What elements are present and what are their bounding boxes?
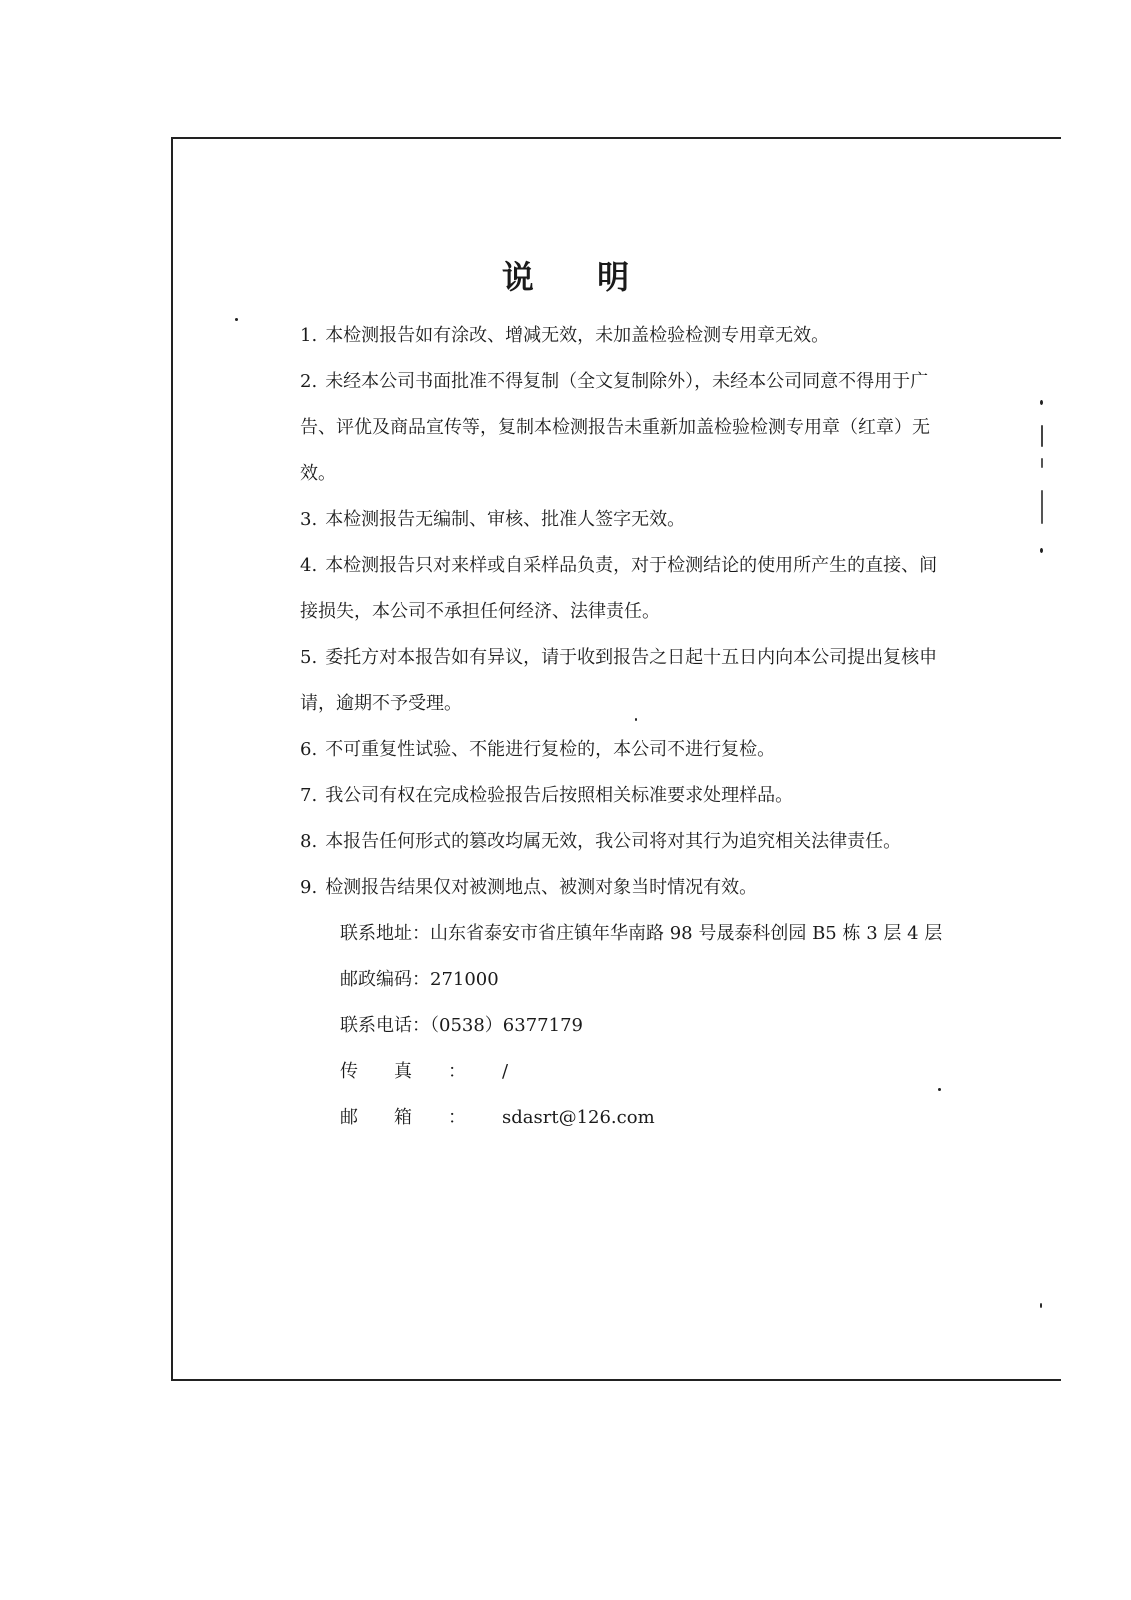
contact-postcode — [300, 957, 943, 1003]
list-item — [300, 773, 943, 819]
item-text: 本检测报告无编制、审核、批准人签字无效。 — [325, 509, 686, 530]
scan-speck — [635, 718, 637, 721]
item-text: 未经本公司书面批准不得复制（全文复制除外），未经本公司同意不得用于广告、评优及商品宣传等，复制本检测报告未重新加盖检验检测专用章（红章）无效。 — [300, 371, 930, 484]
item-number: 3. — [300, 509, 318, 530]
instructions-body — [300, 313, 943, 1141]
list-item — [300, 865, 943, 911]
list-item — [300, 635, 943, 727]
item-number: 9. — [300, 877, 318, 898]
contact-address — [300, 911, 943, 957]
list-item — [300, 313, 943, 359]
item-number: 6. — [300, 739, 318, 760]
item-text: 我公司有权在完成检验报告后按照相关标准要求处理样品。 — [325, 785, 794, 806]
item-number: 7. — [300, 785, 318, 806]
scan-speck — [1040, 548, 1043, 553]
scan-speck — [1041, 425, 1043, 447]
fax-value: / — [502, 1061, 509, 1082]
item-text: 本报告任何形式的篡改均属无效，我公司将对其行为追究相关法律责任。 — [325, 831, 902, 852]
list-item — [300, 543, 943, 635]
scan-speck — [1040, 1303, 1042, 1308]
item-text: 本检测报告如有涂改、增减无效，未加盖检验检测专用章无效。 — [325, 325, 830, 346]
email-label: 邮箱： — [340, 1107, 502, 1128]
list-item — [300, 819, 943, 865]
item-text: 检测报告结果仅对被测地点、被测对象当时情况有效。 — [325, 877, 758, 898]
fax-label: 传真： — [340, 1061, 502, 1082]
scan-speck — [1041, 490, 1043, 524]
contact-fax — [300, 1049, 943, 1095]
item-number: 2. — [300, 371, 318, 392]
contact-email — [300, 1095, 943, 1141]
address-label: 联系地址： — [340, 923, 430, 944]
list-item — [300, 727, 943, 773]
item-number: 4. — [300, 555, 318, 576]
address-value: 山东省泰安市省庄镇年华南路 98 号晟泰科创园 B5 栋 3 层 4 层 — [430, 923, 943, 944]
phone-label: 联系电话： — [340, 1015, 430, 1036]
item-text: 不可重复性试验、不能进行复检的，本公司不进行复检。 — [325, 739, 776, 760]
scan-speck — [235, 318, 238, 321]
item-number: 8. — [300, 831, 318, 852]
phone-value: （0538）6377179 — [430, 1015, 583, 1036]
list-item — [300, 359, 943, 497]
scan-speck — [938, 1088, 941, 1091]
postcode-value: 271000 — [430, 969, 499, 990]
scan-speck — [1040, 400, 1043, 405]
email-value: sdasrt@126.com — [502, 1107, 655, 1128]
item-number: 5. — [300, 647, 318, 668]
postcode-label: 邮政编码： — [340, 969, 430, 990]
item-number: 1. — [300, 325, 318, 346]
page-title: 说 明 — [501, 258, 656, 296]
contact-phone — [300, 1003, 943, 1049]
item-text: 委托方对本报告如有异议，请于收到报告之日起十五日内向本公司提出复核申请，逾期不予受理。 — [300, 647, 938, 714]
scan-speck — [1041, 458, 1043, 468]
list-item — [300, 497, 943, 543]
item-text: 本检测报告只对来样或自采样品负责，对于检测结论的使用所产生的直接、间接损失，本公司不承担任何经济、法律责任。 — [300, 555, 938, 622]
